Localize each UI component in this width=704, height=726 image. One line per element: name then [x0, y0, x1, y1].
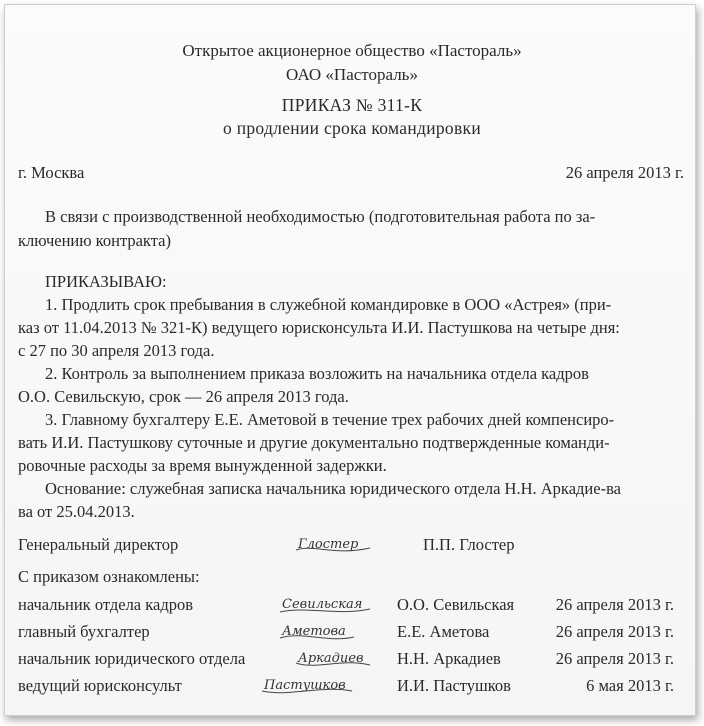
item-1-line-3: с 27 по 30 апреля 2013 года. — [18, 341, 215, 360]
order-date: 26 апреля 2013 г. — [565, 163, 684, 182]
basis-line-1: Основание: служебная записка начальника юридического отдела Н.Н. Аркадие-ва — [45, 479, 621, 498]
item-3-line-2: вать И.И. Пастушкову суточные и другие документально подтвержденные команди- — [18, 433, 610, 452]
row-3-position: начальник юридического отдела — [18, 649, 246, 668]
intro-line-2: ключению контракта) — [18, 231, 171, 250]
item-2-line-2: О.О. Севильскую, срок — 26 апреля 2013 года. — [18, 387, 349, 406]
order-word: ПРИКАЗЫВАЮ: — [45, 272, 167, 291]
row-4-position: ведущий юрисконсульт — [18, 676, 182, 695]
row-2-date: 26 апреля 2013 г. — [555, 622, 674, 641]
row-4-name: И.И. Пастушков — [397, 676, 511, 695]
director-signature: Глостер — [298, 537, 358, 552]
organization-short-name: ОАО «Пастораль» — [286, 65, 418, 84]
organization-full-name: Открытое акционерное общество «Пастораль» — [182, 41, 522, 60]
row-1-name: О.О. Севильская — [397, 595, 515, 614]
acquainted-heading: С приказом ознакомлены: — [18, 567, 200, 586]
row-1-signature: Севильская — [282, 597, 362, 612]
row-3-signature: Аркадиев — [298, 651, 364, 666]
row-2-signature: Аметова — [282, 624, 346, 639]
row-3-name: Н.Н. Аркадиев — [397, 649, 501, 668]
item-3-line-3: ровочные расходы за время вынужденной задержки. — [18, 456, 387, 475]
row-1-date: 26 апреля 2013 г. — [555, 595, 674, 614]
row-4-signature: Пастушков — [264, 678, 346, 693]
director-position: Генеральный директор — [18, 535, 179, 554]
intro-line-1: В связи с производственной необходимостью (подготовительная работа по за- — [45, 207, 596, 226]
row-2-name: Е.Е. Аметова — [397, 622, 490, 641]
order-title: ПРИКАЗ № 311-К — [281, 95, 423, 115]
director-name: П.П. Глостер — [423, 535, 515, 554]
row-1-position: начальник отдела кадров — [18, 595, 194, 614]
basis-line-2: ва от 25.04.2013. — [18, 502, 135, 521]
order-subject: о продлении срока командировки — [222, 118, 482, 138]
item-1-line-2: каз от 11.04.2013 № 321-К) ведущего юрисконсульта И.И. Пастушкова на четыре дня: — [18, 318, 620, 337]
place: г. Москва — [18, 163, 85, 182]
row-3-date: 26 апреля 2013 г. — [555, 649, 674, 668]
item-1-line-1: 1. Продлить срок пребывания в служебной командировке в ООО «Астрея» (при- — [45, 295, 612, 314]
item-2-line-1: 2. Контроль за выполнением приказа возложить на начальника отдела кадров — [45, 364, 589, 383]
row-2-position: главный бухгалтер — [18, 622, 150, 641]
row-4-date: 6 мая 2013 г. — [586, 676, 674, 695]
item-3-line-1: 3. Главному бухгалтеру Е.Е. Аметовой в течение трех рабочих дней компенсиро- — [45, 410, 615, 429]
